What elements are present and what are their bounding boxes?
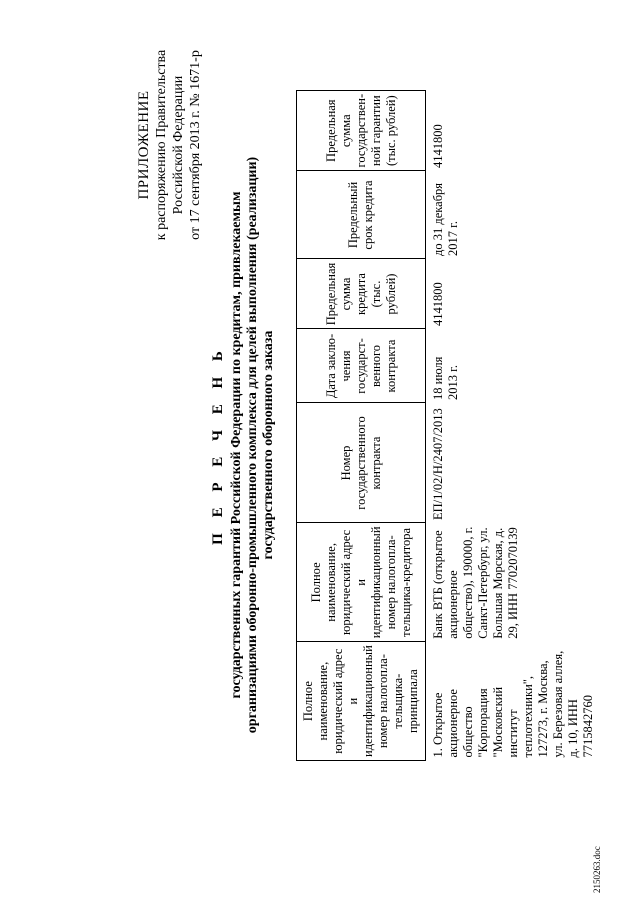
appendix-line-2: Российской Федерации	[171, 75, 186, 215]
header-creditor: Полное наименование, юридический адрес и идентификационный номер налогопла-тельщика-кредитора	[297, 523, 426, 642]
heading-line-3: государственного оборонного заказа	[261, 330, 276, 560]
appendix-line-1: к распоряжению Правительства	[154, 49, 169, 241]
appendix-line-3: от 17 сентября 2013 г. № 1671-р	[188, 50, 203, 240]
appendix-title: ПРИЛОЖЕНИЕ	[136, 90, 152, 200]
appendix-block	[136, 25, 204, 265]
cell-contract-number: ЕП/1/02/Н/2407/2013	[431, 408, 445, 520]
heading-title: П Е Р Е Ч Е Н Ь	[210, 345, 226, 545]
cell-credit-amount: 4141800	[431, 282, 445, 326]
table-header-row	[297, 90, 426, 760]
cell-guarantee-amount: 4141800	[431, 124, 445, 168]
header-contract-date: Дата заклю-чения государст-венного контракта	[297, 329, 426, 403]
header-credit-term: Предельный срок кредита	[297, 171, 426, 259]
heading-line-2: организациями оборонно-промышленного комплекса для целей выполнения (реализации)	[245, 156, 260, 734]
header-credit-amount: Предельная сумма кредита (тыс. рублей)	[297, 259, 426, 329]
header-guarantee-amount: Предельная сумма государствен-ной гарантии (тыс. рублей)	[297, 90, 426, 171]
cell-contract-date: 18 июля 2013 г.	[431, 356, 460, 400]
header-contract-number: Номер государственного контракта	[297, 403, 426, 523]
cell-creditor: Банк ВТБ (открытое акционерное общество), 190000, г. Санкт-Петербург, ул. Большая Морская, д. 29, ИНН 7702070139	[431, 526, 520, 639]
file-code: 2150263.doc	[592, 846, 602, 893]
header-principal: Полное наименование, юридический адрес и идентификационный номер налогопла-тельщика-принципала	[297, 642, 426, 761]
cell-principal: 1. Открытое акционерное общество "Корпорация "Московский институт теплотехники", 127273, г. Москва, ул. Березовая аллея, д. 10, ИНН 7715842760	[431, 650, 595, 758]
cell-credit-term: до 31 декабря 2017 г.	[431, 182, 460, 256]
table-row	[426, 90, 602, 760]
heading-line-1: государственных гарантий Российской Федерации по кредитам, привлекаемым	[229, 191, 244, 699]
guarantee-table	[296, 90, 601, 761]
document-heading	[210, 105, 277, 785]
